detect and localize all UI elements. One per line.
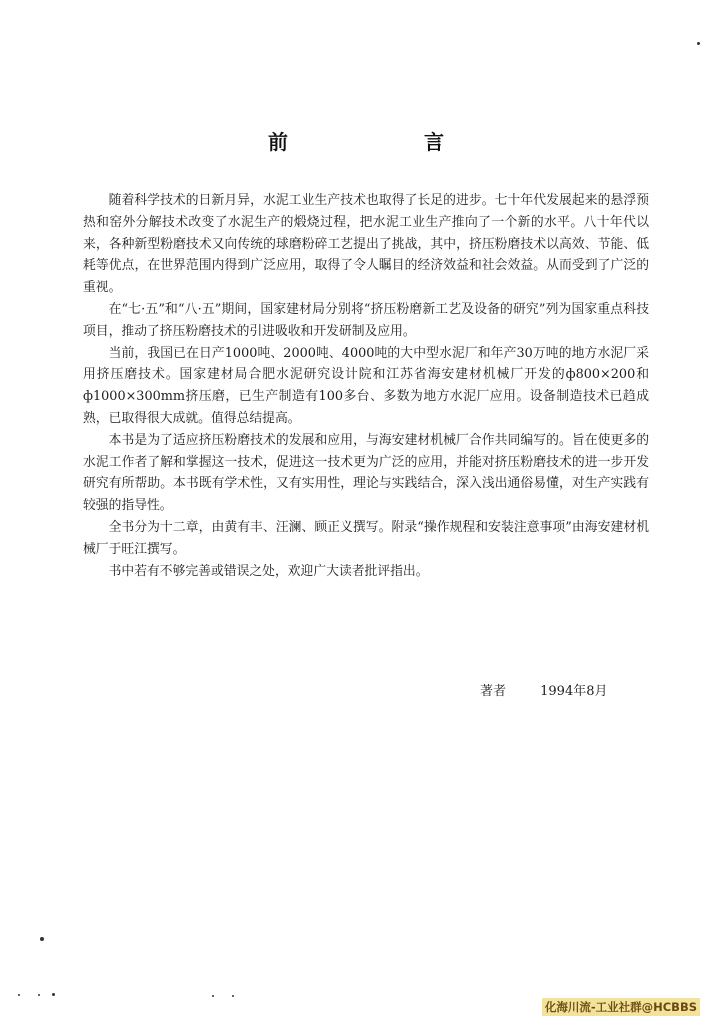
scan-speck [40,937,44,941]
watermark: 化海川流-工业社群@HCBBS [542,998,700,1016]
page-title: 前 言 [268,130,502,154]
paragraph-5: 全书分为十二章，由黄有丰、汪澜、顾正义撰写。附录“操作规程和安装注意事项”由海安建材机械厂于旺江撰写。 [83,519,649,557]
scan-speck [52,993,55,996]
scan-speck [38,994,40,996]
paragraph-6: 书中若有不够完善或错误之处，欢迎广大读者批评指出。 [108,563,429,579]
scan-speck [212,995,214,997]
scan-speck [697,42,700,45]
signature [480,680,608,699]
scan-speck [18,994,20,996]
scan-speck [232,995,234,997]
paragraph-3: 当前，我国已在日产1000吨、2000吨、4000吨的大中型水泥厂和年产30万吨的地方水泥厂采用挤压磨技术。国家建材局合肥水泥研究设计院和江苏省海安建材机械厂开发的ф800×200和ф1000×300mm挤压磨，已生产制造有100多台、多数为地方水泥厂应用。设备制造技术已趋成熟，已取得很大成就。值得总结提高。 [83,345,649,426]
signature-date: 1994年8月 [540,684,608,699]
signature-author: 著者 [480,684,507,699]
paragraph-4: 本书是为了适应挤压粉磨技术的发展和应用，与海安建材机械厂合作共同编写的。旨在使更多的水泥工作者了解和掌握这一技术，促进这一技术更为广泛的应用，并能对挤压粉磨技术的进一步开发研究有所帮助。本书既有学术性，又有实用性，理论与实践结合，深入浅出通俗易懂，对生产实践有较强的指导性。 [83,432,649,514]
paragraph-1: 随着科学技术的日新月异，水泥工业生产技术也取得了长足的进步。七十年代发展起来的悬浮预热和窑外分解技术改变了水泥生产的煅烧过程，把水泥工业生产推向了一个新的水平。八十年代以来，各种新型粉磨技术又向传统的球磨粉碎工艺提出了挑战，其中，挤压粉磨技术以高效、节能、低耗等优点，在世界范围内得到广泛应用，取得了令人瞩目的经济效益和社会效益。从而受到了广泛的重视。 [83,193,649,296]
preface-body [83,190,649,582]
paragraph-2: 在“七·五”和“八·五”期间，国家建材局分别将“挤压粉磨新工艺及设备的研究”列为国家重点科技项目，推动了挤压粉磨技术的引进吸收和开发研制及应用。 [83,301,649,339]
